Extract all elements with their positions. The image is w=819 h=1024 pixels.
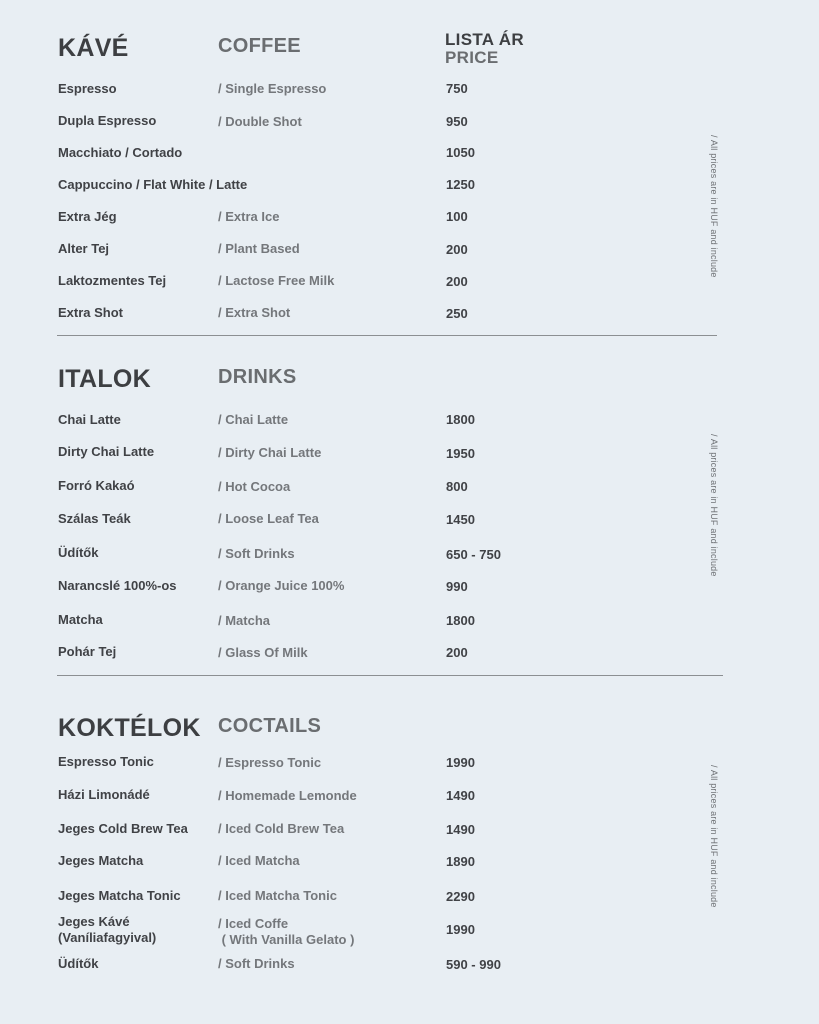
item-name-hu: Szálas Teák	[58, 511, 131, 526]
item-name-hu: Pohár Tej	[58, 644, 117, 659]
item-name-hu: Forró Kakaó	[58, 478, 135, 493]
item-name-en: / Dirty Chai Latte	[218, 445, 322, 460]
price-note: / All prices are in HUF and include	[709, 135, 719, 278]
item-price: 250	[446, 306, 468, 321]
section-title-koktelok: KOKTÉLOK	[58, 714, 201, 742]
item-name-en: / Soft Drinks	[218, 956, 295, 971]
item-name-hu: Cappuccino / Flat White / Latte	[58, 177, 248, 192]
item-name-hu: Macchiato / Cortado	[58, 145, 183, 160]
item-name-hu-line2: (Vaníliafagyival)	[58, 930, 157, 945]
price-header	[445, 31, 524, 67]
item-price: 590 - 990	[446, 957, 501, 972]
item-name-en: / Hot Cocoa	[218, 479, 291, 494]
item-name-hu: Narancslé 100%-os	[58, 578, 177, 593]
item-price: 800	[446, 479, 468, 494]
item-name-en: / Extra Shot	[218, 305, 291, 320]
item-name-hu: Dupla Espresso	[58, 113, 157, 128]
item-price: 1490	[446, 822, 475, 837]
item-price: 1990	[446, 755, 475, 770]
item-price: 650 - 750	[446, 547, 501, 562]
item-price: 1250	[446, 177, 475, 192]
item-price: 200	[446, 645, 468, 660]
item-name-en: / Loose Leaf Tea	[218, 511, 319, 526]
item-name-en: / Double Shot	[218, 114, 302, 129]
item-name-en-line1: / Iced Coffe	[218, 916, 289, 931]
item-name-hu: Házi Limonádé	[58, 787, 150, 802]
item-price: 200	[446, 274, 468, 289]
item-name-en: / Glass Of Milk	[218, 645, 308, 660]
item-name-hu: Jeges Matcha Tonic	[58, 888, 181, 903]
item-name-en	[218, 916, 354, 948]
item-name-hu: Extra Shot	[58, 305, 124, 320]
item-name-hu-line1: Jeges Kávé	[58, 914, 130, 929]
item-name-en: / Lactose Free Milk	[218, 273, 335, 288]
item-name-en: / Single Espresso	[218, 81, 327, 96]
item-price: 1990	[446, 922, 475, 937]
item-name-en: / Orange Juice 100%	[218, 578, 345, 593]
price-header-en: PRICE	[445, 48, 499, 67]
item-price: 750	[446, 81, 468, 96]
item-price: 1490	[446, 788, 475, 803]
section-title-italok: ITALOK	[58, 365, 151, 393]
item-name-en: / Plant Based	[218, 241, 300, 256]
item-price: 1800	[446, 613, 475, 628]
item-name-en: / Iced Matcha Tonic	[218, 888, 337, 903]
section-title-coffee: COFFEE	[218, 35, 301, 57]
item-name-hu: Extra Jég	[58, 209, 117, 224]
item-name-hu	[58, 914, 156, 946]
item-price: 100	[446, 209, 468, 224]
item-name-en: / Iced Matcha	[218, 853, 300, 868]
item-name-hu: Jeges Cold Brew Tea	[58, 821, 188, 836]
item-price: 1890	[446, 854, 475, 869]
item-name-hu: Chai Latte	[58, 412, 121, 427]
section-divider	[57, 335, 717, 336]
item-name-hu: Laktozmentes Tej	[58, 273, 167, 288]
section-title-drinks: DRINKS	[218, 366, 297, 388]
item-name-en-line2: ( With Vanilla Gelato )	[218, 932, 355, 947]
item-name-hu: Alter Tej	[58, 241, 110, 256]
item-name-hu: Dirty Chai Latte	[58, 444, 155, 459]
price-note: / All prices are in HUF and include	[709, 434, 719, 577]
section-divider	[57, 675, 723, 676]
item-price: 1050	[446, 145, 475, 160]
price-header-hu: LISTA ÁR	[445, 30, 524, 49]
item-name-en: / Matcha	[218, 613, 271, 628]
item-name-en: / Espresso Tonic	[218, 755, 322, 770]
item-name-en: / Soft Drinks	[218, 546, 295, 561]
item-name-hu: Jeges Matcha	[58, 853, 144, 868]
item-price: 1950	[446, 446, 475, 461]
item-name-hu: Üdítők	[58, 545, 99, 560]
item-price: 1800	[446, 412, 475, 427]
item-price: 200	[446, 242, 468, 257]
item-name-en: / Chai Latte	[218, 412, 289, 427]
price-note: / All prices are in HUF and include	[709, 765, 719, 908]
item-name-hu: Matcha	[58, 612, 103, 627]
item-name-hu: Üdítők	[58, 956, 99, 971]
item-name-hu: Espresso	[58, 81, 117, 96]
section-title-kave: KÁVÉ	[58, 34, 129, 62]
item-price: 2290	[446, 889, 475, 904]
item-price: 1450	[446, 512, 475, 527]
item-name-en: / Iced Cold Brew Tea	[218, 821, 345, 836]
item-price: 990	[446, 579, 468, 594]
item-name-en: / Homemade Lemonde	[218, 788, 357, 803]
section-title-coctails: COCTAILS	[218, 715, 322, 737]
item-price: 950	[446, 114, 468, 129]
item-name-en: / Extra Ice	[218, 209, 280, 224]
item-name-hu: Espresso Tonic	[58, 754, 154, 769]
